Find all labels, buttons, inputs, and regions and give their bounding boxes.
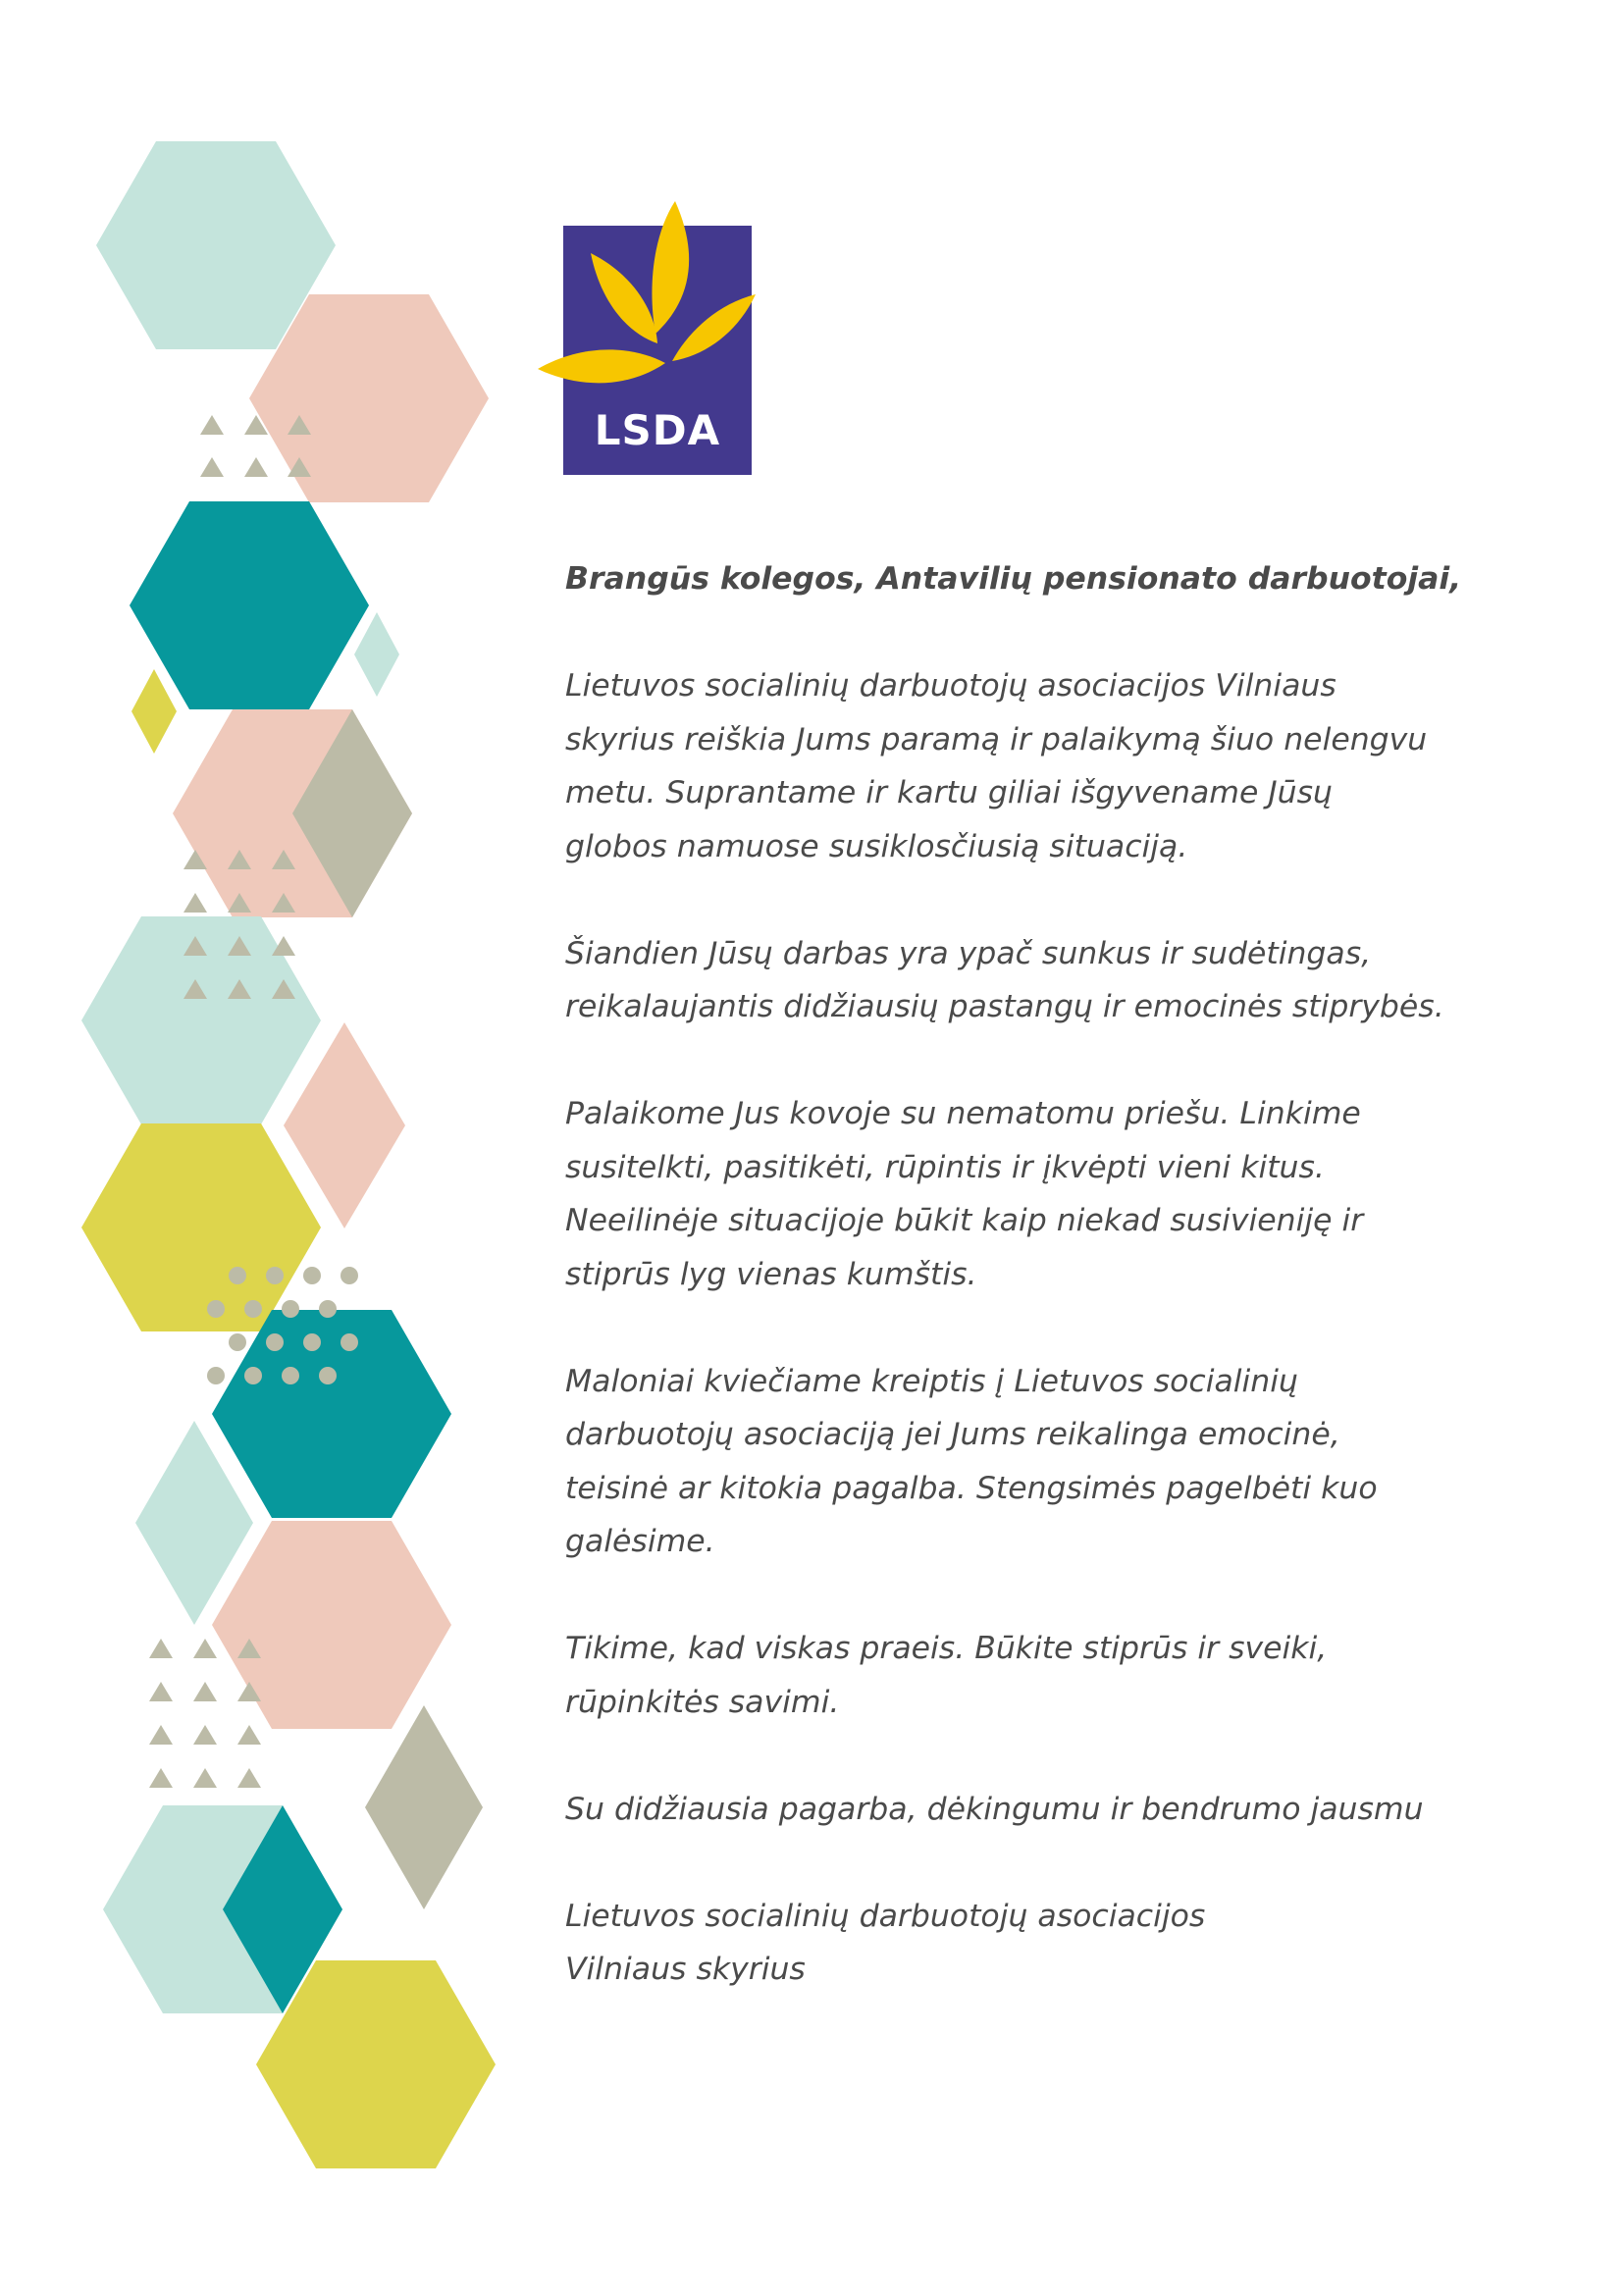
letter-signature [565, 1890, 1556, 1997]
text-line: Tikime, kad viskas praeis. Būkite stiprūs ir sveiki, [565, 1631, 1328, 1666]
hexagon-teal [130, 501, 369, 709]
signature-line: Lietuvos socialinių darbuotojų asociacijos [565, 1898, 1206, 1934]
text-line: Maloniai kviečiame kreiptis į Lietuvos socialinių [565, 1363, 1298, 1399]
diamond-mint [354, 612, 399, 697]
letter-greeting: Brangūs kolegos, Antavilių pensionato darbuotojai, [565, 561, 1462, 597]
text-line: metu. Suprantame ir kartu giliai išgyvename Jūsų [565, 775, 1333, 810]
text-line: Lietuvos socialinių darbuotojų asociacijos Vilniaus [565, 668, 1336, 704]
text-line: Su didžiausia pagarba, dėkingumu ir bendrumo jausmu [565, 1791, 1424, 1827]
paragraph-closing [565, 1783, 1556, 1837]
text-line: reikalaujantis didžiausių pastangų ir emocinės stiprybės. [565, 989, 1444, 1024]
letter-body [565, 552, 1556, 1997]
text-line: galėsime. [565, 1524, 715, 1559]
text-line: globos namuose susiklosčiusią situaciją. [565, 828, 1188, 864]
text-line: Palaikome Jus kovoje su nematomu priešu. Linkime [565, 1096, 1361, 1131]
text-line: rūpinkitės savimi. [565, 1684, 840, 1720]
logo-text: LSDA [594, 406, 721, 454]
text-line: teisinė ar kitokia pagalba. Stengsimės pagelbėti kuo [565, 1470, 1378, 1506]
lsda-logo [530, 196, 765, 481]
text-line: stiprūs lyg vienas kumštis. [565, 1256, 977, 1292]
hexagon-lime [81, 1123, 321, 1331]
decorative-hexagon-column [0, 0, 550, 2296]
hexagon-teal [212, 1310, 451, 1518]
text-line: Neeilinėje situacijoje būkit kaip niekad susivieniję ir [565, 1203, 1364, 1238]
text-line: darbuotojų asociaciją jei Jums reikalinga emocinė, [565, 1417, 1340, 1452]
diamond-taupe [365, 1705, 483, 1909]
text-line: skyrius reiškia Jums paramą ir palaikymą šiuo nelengvu [565, 721, 1428, 757]
diamond-lime [131, 669, 177, 754]
paragraph-encouragement [565, 1087, 1556, 1301]
signature-line: Vilniaus skyrius [565, 1952, 806, 1987]
text-line: Šiandien Jūsų darbas yra ypač sunkus ir sudėtingas, [565, 935, 1372, 971]
paragraph-support [565, 659, 1556, 873]
text-line: susitelkti, pasitikėti, rūpintis ir įkvėpti vieni kitus. [565, 1149, 1325, 1185]
paragraph-invitation [565, 1355, 1556, 1569]
paragraph-work [565, 927, 1556, 1034]
paragraph-hope [565, 1622, 1556, 1729]
